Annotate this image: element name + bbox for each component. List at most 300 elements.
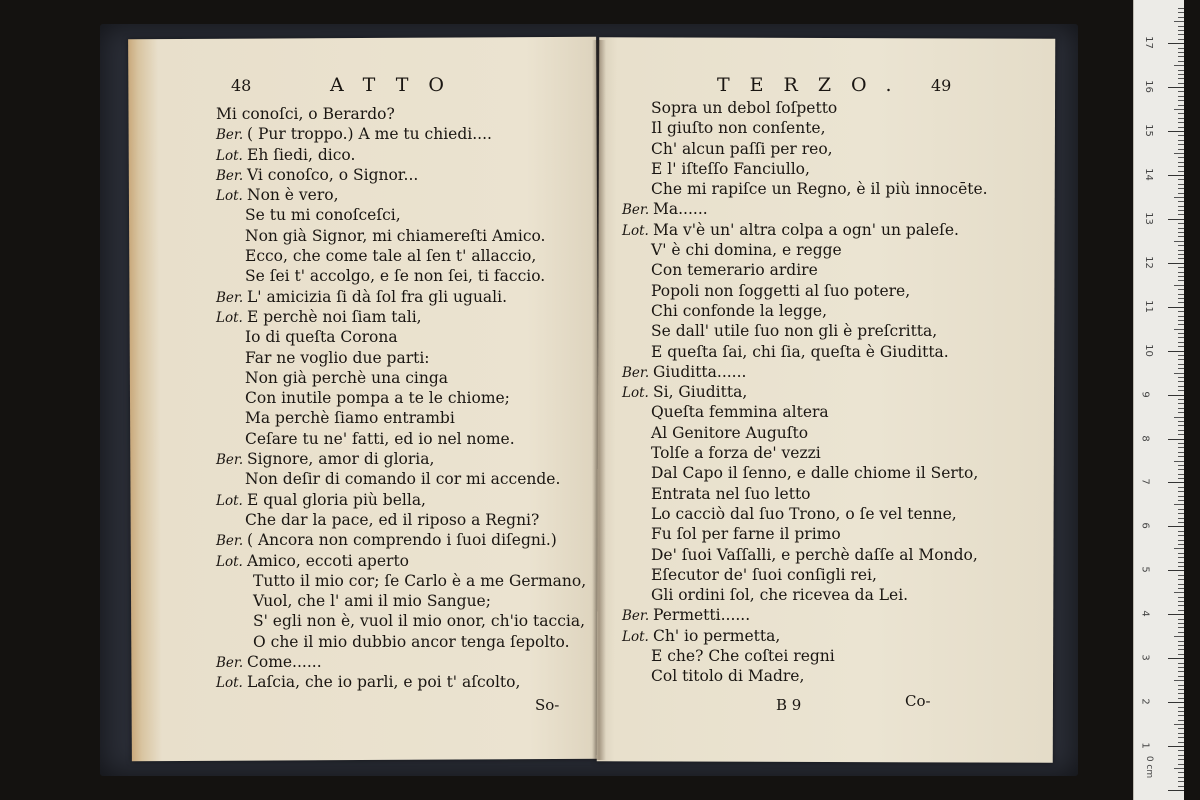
right-page-text [622, 98, 988, 687]
ruler-tick [1178, 276, 1184, 277]
verse-text: E l' iſteſſo Fanciullo, [651, 159, 810, 178]
speaker-label: Lot. [216, 553, 243, 570]
ruler-label: 7 [1139, 478, 1151, 486]
ruler-tick [1178, 491, 1184, 492]
ruler-tick [1178, 667, 1184, 668]
text-line [216, 652, 586, 672]
ruler-tick [1178, 557, 1184, 558]
ruler-label: 13 [1142, 212, 1154, 225]
left-page-text [216, 104, 586, 693]
ruler-tick [1174, 329, 1184, 330]
speaker-label: Ber. [216, 289, 244, 306]
signature-mark: B 9 [776, 696, 802, 714]
ruler-tick [1168, 395, 1184, 396]
ruler-tick [1178, 689, 1184, 690]
verse-text: Entrata nel ſuo letto [651, 484, 811, 503]
text-line [216, 551, 586, 571]
ruler-tick [1178, 544, 1184, 545]
ruler-tick [1178, 566, 1184, 567]
ruler-tick [1178, 619, 1184, 620]
ruler-tick [1178, 377, 1184, 378]
ruler-tick [1178, 772, 1184, 773]
ruler-tick [1178, 786, 1184, 787]
ruler-tick [1178, 34, 1184, 35]
text-line [216, 530, 586, 550]
ruler-tick [1178, 627, 1184, 628]
verse-text: Tutto il mio cor; ſe Carlo è a me Germano, [253, 571, 587, 590]
ruler-tick [1178, 12, 1184, 13]
text-line [622, 565, 988, 585]
text-line [216, 246, 586, 266]
verse-text: Laſcia, che io parli, e poi t' aſcolto, [247, 673, 521, 692]
verse-text: Mi conoſci, o Berardo? [216, 105, 395, 123]
verse-text: O che il mio dubbio ancor tenga ſepolto. [253, 632, 570, 651]
text-line [216, 510, 586, 530]
ruler-tick [1178, 750, 1184, 751]
ruler-tick [1178, 52, 1184, 53]
verse-text: Fu ſol per farne il primo [651, 525, 841, 544]
ruler-tick [1178, 26, 1184, 27]
text-line [622, 402, 988, 422]
verse-text: ( Ancora non comprendo i ſuoi diſegni.) [247, 531, 557, 550]
ruler-tick [1174, 109, 1184, 110]
ruler-tick [1178, 641, 1184, 642]
ruler-tick [1178, 118, 1184, 119]
ruler-tick [1178, 258, 1184, 259]
ruler-tick [1178, 311, 1184, 312]
ruler-tick [1178, 78, 1184, 79]
verse-text: E perchè noi ſiam tali, [247, 307, 422, 326]
ruler-tick [1178, 698, 1184, 699]
ruler-tick [1178, 324, 1184, 325]
ruler-tick [1178, 100, 1184, 101]
text-line [622, 443, 988, 463]
ruler-tick [1178, 412, 1184, 413]
ruler-tick [1178, 496, 1184, 497]
ruler-tick [1178, 91, 1184, 92]
ruler-tick [1178, 487, 1184, 488]
verse-text: Se tu mi conoſceſci, [245, 206, 401, 225]
verse-text: Non già perchè una cinga [245, 368, 449, 387]
ruler-tick [1178, 184, 1184, 185]
ruler-tick [1174, 636, 1184, 637]
ruler-tick [1178, 386, 1184, 387]
speaker-label: Lot. [216, 675, 243, 692]
verse-text: L' amicizia ſi dà ſol fra gli uguali. [247, 287, 508, 306]
ruler-label: 5 [1139, 566, 1151, 574]
ruler-tick [1174, 197, 1184, 198]
ruler-tick [1174, 680, 1184, 681]
verse-text: Come...... [247, 653, 322, 672]
ruler-tick [1168, 746, 1184, 747]
verse-text: Se ſei t' accolgo, e ſe non ſei, ti faccio. [245, 267, 546, 286]
ruler-tick [1168, 658, 1184, 659]
ruler-tick [1178, 364, 1184, 365]
ruler-tick [1178, 333, 1184, 334]
verse-text: Ma...... [653, 200, 708, 219]
ruler-label: 3 [1139, 654, 1151, 661]
ruler-tick [1178, 601, 1184, 602]
verse-text: Popoli non ſoggetti al ſuo potere, [651, 281, 911, 300]
ruler-tick [1178, 469, 1184, 470]
ruler-tick [1178, 456, 1184, 457]
ruler-tick [1178, 188, 1184, 189]
verse-text: Ecco, che come tale al ſen t' allaccio, [245, 247, 537, 266]
ruler-tick [1178, 201, 1184, 202]
verse-text: Che dar la pace, ed il riposo a Regni? [245, 510, 540, 529]
text-line [622, 666, 988, 686]
verse-text: E qual gloria più bella, [247, 490, 426, 509]
text-line [216, 145, 586, 165]
ruler-tick [1178, 513, 1184, 514]
ruler-tick [1178, 733, 1184, 734]
ruler-tick [1168, 790, 1184, 791]
ruler-tick [1174, 724, 1184, 725]
ruler-tick [1178, 408, 1184, 409]
right-page-number: 49 [931, 76, 952, 95]
ruler-tick [1174, 768, 1184, 769]
verse-text: Eh ſiedi, dico. [247, 145, 356, 164]
ruler-label: 1 [1139, 742, 1151, 749]
text-line [216, 408, 586, 428]
ruler-tick [1178, 245, 1184, 246]
ruler-tick [1168, 570, 1184, 571]
text-line [216, 632, 586, 652]
ruler-tick [1174, 461, 1184, 462]
ruler-tick [1178, 171, 1184, 172]
ruler-tick [1178, 584, 1184, 585]
ruler-tick [1178, 403, 1184, 404]
ruler-tick [1174, 592, 1184, 593]
ruler-tick [1178, 764, 1184, 765]
verse-text: ( Pur troppo.) A me tu chiedi.... [247, 125, 492, 144]
ruler-tick [1178, 346, 1184, 347]
left-running-header: ATTO [330, 74, 464, 96]
verse-text: Queſta femmina altera [651, 403, 829, 422]
text-line [216, 591, 586, 611]
ruler-tick [1178, 368, 1184, 369]
text-line [622, 301, 988, 321]
speaker-label: Ber. [622, 608, 650, 625]
ruler-label: 16 [1142, 80, 1154, 93]
ruler-tick [1178, 430, 1184, 431]
speaker-label: Lot. [216, 147, 243, 164]
right-catchword: Co- [905, 692, 931, 710]
ruler-tick [1178, 105, 1184, 106]
ruler-tick [1178, 223, 1184, 224]
ruler-tick [1178, 272, 1184, 273]
ruler-tick [1178, 649, 1184, 650]
ruler-tick [1178, 553, 1184, 554]
ruler-tick [1178, 759, 1184, 760]
ruler-label: 15 [1142, 124, 1154, 137]
ruler-label: 2 [1139, 698, 1151, 705]
verse-text: Ma v'è un' altra colpa a ogn' un paleſe. [653, 220, 959, 239]
verse-text: Col titolo di Madre, [651, 667, 805, 686]
right-running-header: TERZO. [717, 74, 912, 96]
ruler-label: 17 [1142, 36, 1154, 50]
verse-text: Con inutile pompa a te le chiome; [245, 389, 510, 408]
text-line [622, 321, 988, 341]
ruler-tick [1178, 179, 1184, 180]
ruler-tick [1178, 254, 1184, 255]
ruler-tick [1178, 645, 1184, 646]
text-line [622, 159, 988, 179]
ruler-tick [1178, 390, 1184, 391]
ruler-tick [1178, 206, 1184, 207]
ruler-label: 10 [1142, 343, 1154, 357]
text-line [216, 124, 586, 144]
ruler-tick [1178, 193, 1184, 194]
text-line [622, 260, 988, 280]
ruler-tick [1178, 610, 1184, 611]
verse-text: Io di queſta Corona [245, 328, 398, 347]
ruler-tick [1178, 162, 1184, 163]
ruler-tick [1178, 236, 1184, 237]
text-line [216, 449, 586, 469]
text-line [622, 626, 988, 646]
ruler-tick [1178, 720, 1184, 721]
text-line [622, 240, 988, 260]
text-line [622, 118, 988, 138]
ruler-tick [1178, 676, 1184, 677]
ruler-tick [1178, 575, 1184, 576]
verse-text: Vuol, che l' ami il mio Sangue; [253, 592, 491, 611]
verse-text: S' egli non è, vuol il mio onor, ch'io taccia, [253, 612, 586, 631]
ruler-tick [1178, 728, 1184, 729]
text-line [216, 611, 586, 631]
speaker-label: Lot. [216, 309, 243, 326]
ruler-tick [1178, 579, 1184, 580]
text-line [622, 585, 988, 605]
measurement-ruler [1133, 0, 1184, 800]
ruler-label: 8 [1139, 434, 1151, 442]
text-line [622, 646, 988, 666]
ruler-tick [1178, 715, 1184, 716]
ruler-tick [1168, 43, 1184, 44]
ruler-tick [1178, 48, 1184, 49]
verse-text: Che mi rapiſce un Regno, è il più innocēte. [651, 180, 988, 199]
ruler-label: 4 [1139, 610, 1151, 617]
text-line [622, 139, 988, 159]
ruler-tick [1178, 135, 1184, 136]
speaker-label: Ber. [216, 452, 244, 469]
ruler-tick [1178, 74, 1184, 75]
ruler-label: 11 [1142, 299, 1154, 313]
text-line [216, 185, 586, 205]
ruler-tick [1178, 535, 1184, 536]
ruler-tick [1178, 39, 1184, 40]
verse-text: Sopra un debol ſoſpetto [651, 99, 838, 117]
text-line [622, 463, 988, 483]
ruler-tick [1178, 56, 1184, 57]
ruler-tick [1168, 702, 1184, 703]
ruler-tick [1178, 298, 1184, 299]
speaker-label: Lot. [622, 222, 649, 239]
ruler-tick [1178, 30, 1184, 31]
ruler-tick [1178, 671, 1184, 672]
ruler-tick [1178, 742, 1184, 743]
ruler-tick [1168, 263, 1184, 264]
ruler-label: 12 [1142, 255, 1154, 269]
ruler-tick [1178, 280, 1184, 281]
ruler-tick [1178, 737, 1184, 738]
ruler-tick [1178, 83, 1184, 84]
verse-text: Dal Capo il ſenno, e dalle chiome il Serto, [651, 464, 979, 483]
ruler-tick [1174, 417, 1184, 418]
ruler-label: 14 [1142, 168, 1154, 181]
ruler-tick [1168, 175, 1184, 176]
ruler-tick [1178, 597, 1184, 598]
text-line [216, 672, 586, 692]
ruler-tick [1178, 149, 1184, 150]
ruler-label: 6 [1139, 522, 1151, 530]
verse-text: Giuditta...... [653, 362, 747, 381]
verse-text: Ch' io permetta, [653, 626, 781, 645]
ruler-label: 0 cm [1144, 755, 1155, 779]
ruler-tick [1178, 478, 1184, 479]
ruler-tick [1178, 588, 1184, 589]
verse-text: E che? Che coſtei regni [651, 647, 835, 666]
ruler-tick [1168, 614, 1184, 615]
ruler-tick [1178, 509, 1184, 510]
text-line [622, 484, 988, 504]
ruler-tick [1178, 654, 1184, 655]
verse-text: Signore, amor di gloria, [247, 450, 435, 469]
ruler-tick [1178, 17, 1184, 18]
ruler-tick [1178, 316, 1184, 317]
ruler-tick [1178, 210, 1184, 211]
ruler-tick [1178, 267, 1184, 268]
verse-text: Amico, eccoti aperto [247, 551, 410, 570]
left-catchword: So- [535, 696, 560, 714]
ruler-tick [1178, 777, 1184, 778]
ruler-tick [1178, 693, 1184, 694]
ruler-tick [1178, 474, 1184, 475]
text-line [622, 199, 988, 219]
ruler-tick [1178, 342, 1184, 343]
ruler-tick [1168, 219, 1184, 220]
text-line [216, 469, 586, 489]
ruler-tick [1178, 685, 1184, 686]
text-line [216, 429, 586, 449]
ruler-tick [1178, 250, 1184, 251]
text-line [216, 368, 586, 388]
ruler-tick [1178, 755, 1184, 756]
verse-text: Ma perchè ſiamo entrambi [245, 409, 455, 428]
ruler-tick [1178, 605, 1184, 606]
text-line [622, 605, 988, 625]
ruler-tick [1178, 70, 1184, 71]
verse-text: Gli ordini ſol, che ricevea da Lei. [651, 586, 909, 605]
ruler-tick [1178, 465, 1184, 466]
ruler-tick [1178, 127, 1184, 128]
text-line [216, 571, 586, 591]
ruler-tick [1178, 140, 1184, 141]
text-line [216, 205, 586, 225]
text-line [216, 307, 586, 327]
ruler-tick [1168, 351, 1184, 352]
ruler-tick [1178, 113, 1184, 114]
ruler-tick [1168, 439, 1184, 440]
ruler-tick [1178, 443, 1184, 444]
verse-text: Eſecutor de' ſuoi conſigli rei, [651, 565, 877, 584]
ruler-tick [1174, 65, 1184, 66]
ruler-tick [1178, 632, 1184, 633]
ruler-tick [1178, 434, 1184, 435]
verse-text: Ch' alcun paſſi per reo, [651, 139, 833, 158]
ruler-tick [1178, 711, 1184, 712]
ruler-tick [1178, 166, 1184, 167]
ruler-tick [1168, 526, 1184, 527]
ruler-tick [1168, 87, 1184, 88]
ruler-label: 9 [1139, 390, 1151, 398]
speaker-label: Lot. [216, 492, 243, 509]
ruler-tick [1178, 320, 1184, 321]
ruler-tick [1178, 500, 1184, 501]
ruler-tick [1178, 540, 1184, 541]
ruler-tick [1178, 447, 1184, 448]
text-line [622, 382, 988, 402]
ruler-tick [1178, 355, 1184, 356]
ruler-tick [1178, 96, 1184, 97]
ruler-tick [1178, 359, 1184, 360]
text-line [622, 524, 988, 544]
verse-text: Si, Giuditta, [653, 383, 748, 402]
text-line [622, 423, 988, 443]
text-line [622, 179, 988, 199]
text-line [216, 327, 586, 347]
ruler-tick [1174, 21, 1184, 22]
verse-text: Vi conoſco, o Signor... [247, 165, 419, 184]
ruler-tick [1178, 425, 1184, 426]
text-line [622, 220, 988, 240]
book-gutter [592, 40, 606, 760]
text-line [216, 348, 586, 368]
text-line [622, 281, 988, 301]
ruler-tick [1178, 663, 1184, 664]
ruler-tick [1178, 452, 1184, 453]
verse-text: Far ne voglio due parti: [245, 348, 430, 367]
text-line [622, 545, 988, 565]
ruler-tick [1178, 61, 1184, 62]
speaker-label: Ber. [216, 167, 244, 184]
ruler-tick [1178, 518, 1184, 519]
ruler-tick [1168, 307, 1184, 308]
text-line [216, 490, 586, 510]
text-line [216, 104, 586, 124]
verse-text: Al Genitore Auguſto [651, 423, 809, 442]
speaker-label: Ber. [622, 364, 650, 381]
ruler-tick [1168, 131, 1184, 132]
verse-text: Non deſir di comando il cor mi accende. [245, 470, 561, 489]
verse-text: Con temerario ardire [651, 261, 818, 280]
verse-text: Chi confonde la legge, [651, 301, 827, 320]
verse-text: V' è chi domina, e regge [651, 241, 842, 260]
ruler-tick [1174, 373, 1184, 374]
verse-text: Se dall' utile ſuo non gli è preſcritta, [651, 322, 938, 341]
ruler-tick [1178, 337, 1184, 338]
verse-text: Permetti...... [653, 606, 751, 625]
verse-text: De' ſuoi Vaſſalli, e perchè daſſe al Mondo, [651, 545, 978, 564]
ruler-tick [1178, 289, 1184, 290]
ruler-tick [1174, 153, 1184, 154]
ruler-tick [1178, 399, 1184, 400]
ruler-tick [1178, 122, 1184, 123]
ruler-tick [1178, 522, 1184, 523]
ruler-tick [1178, 381, 1184, 382]
speaker-label: Ber. [216, 127, 244, 144]
